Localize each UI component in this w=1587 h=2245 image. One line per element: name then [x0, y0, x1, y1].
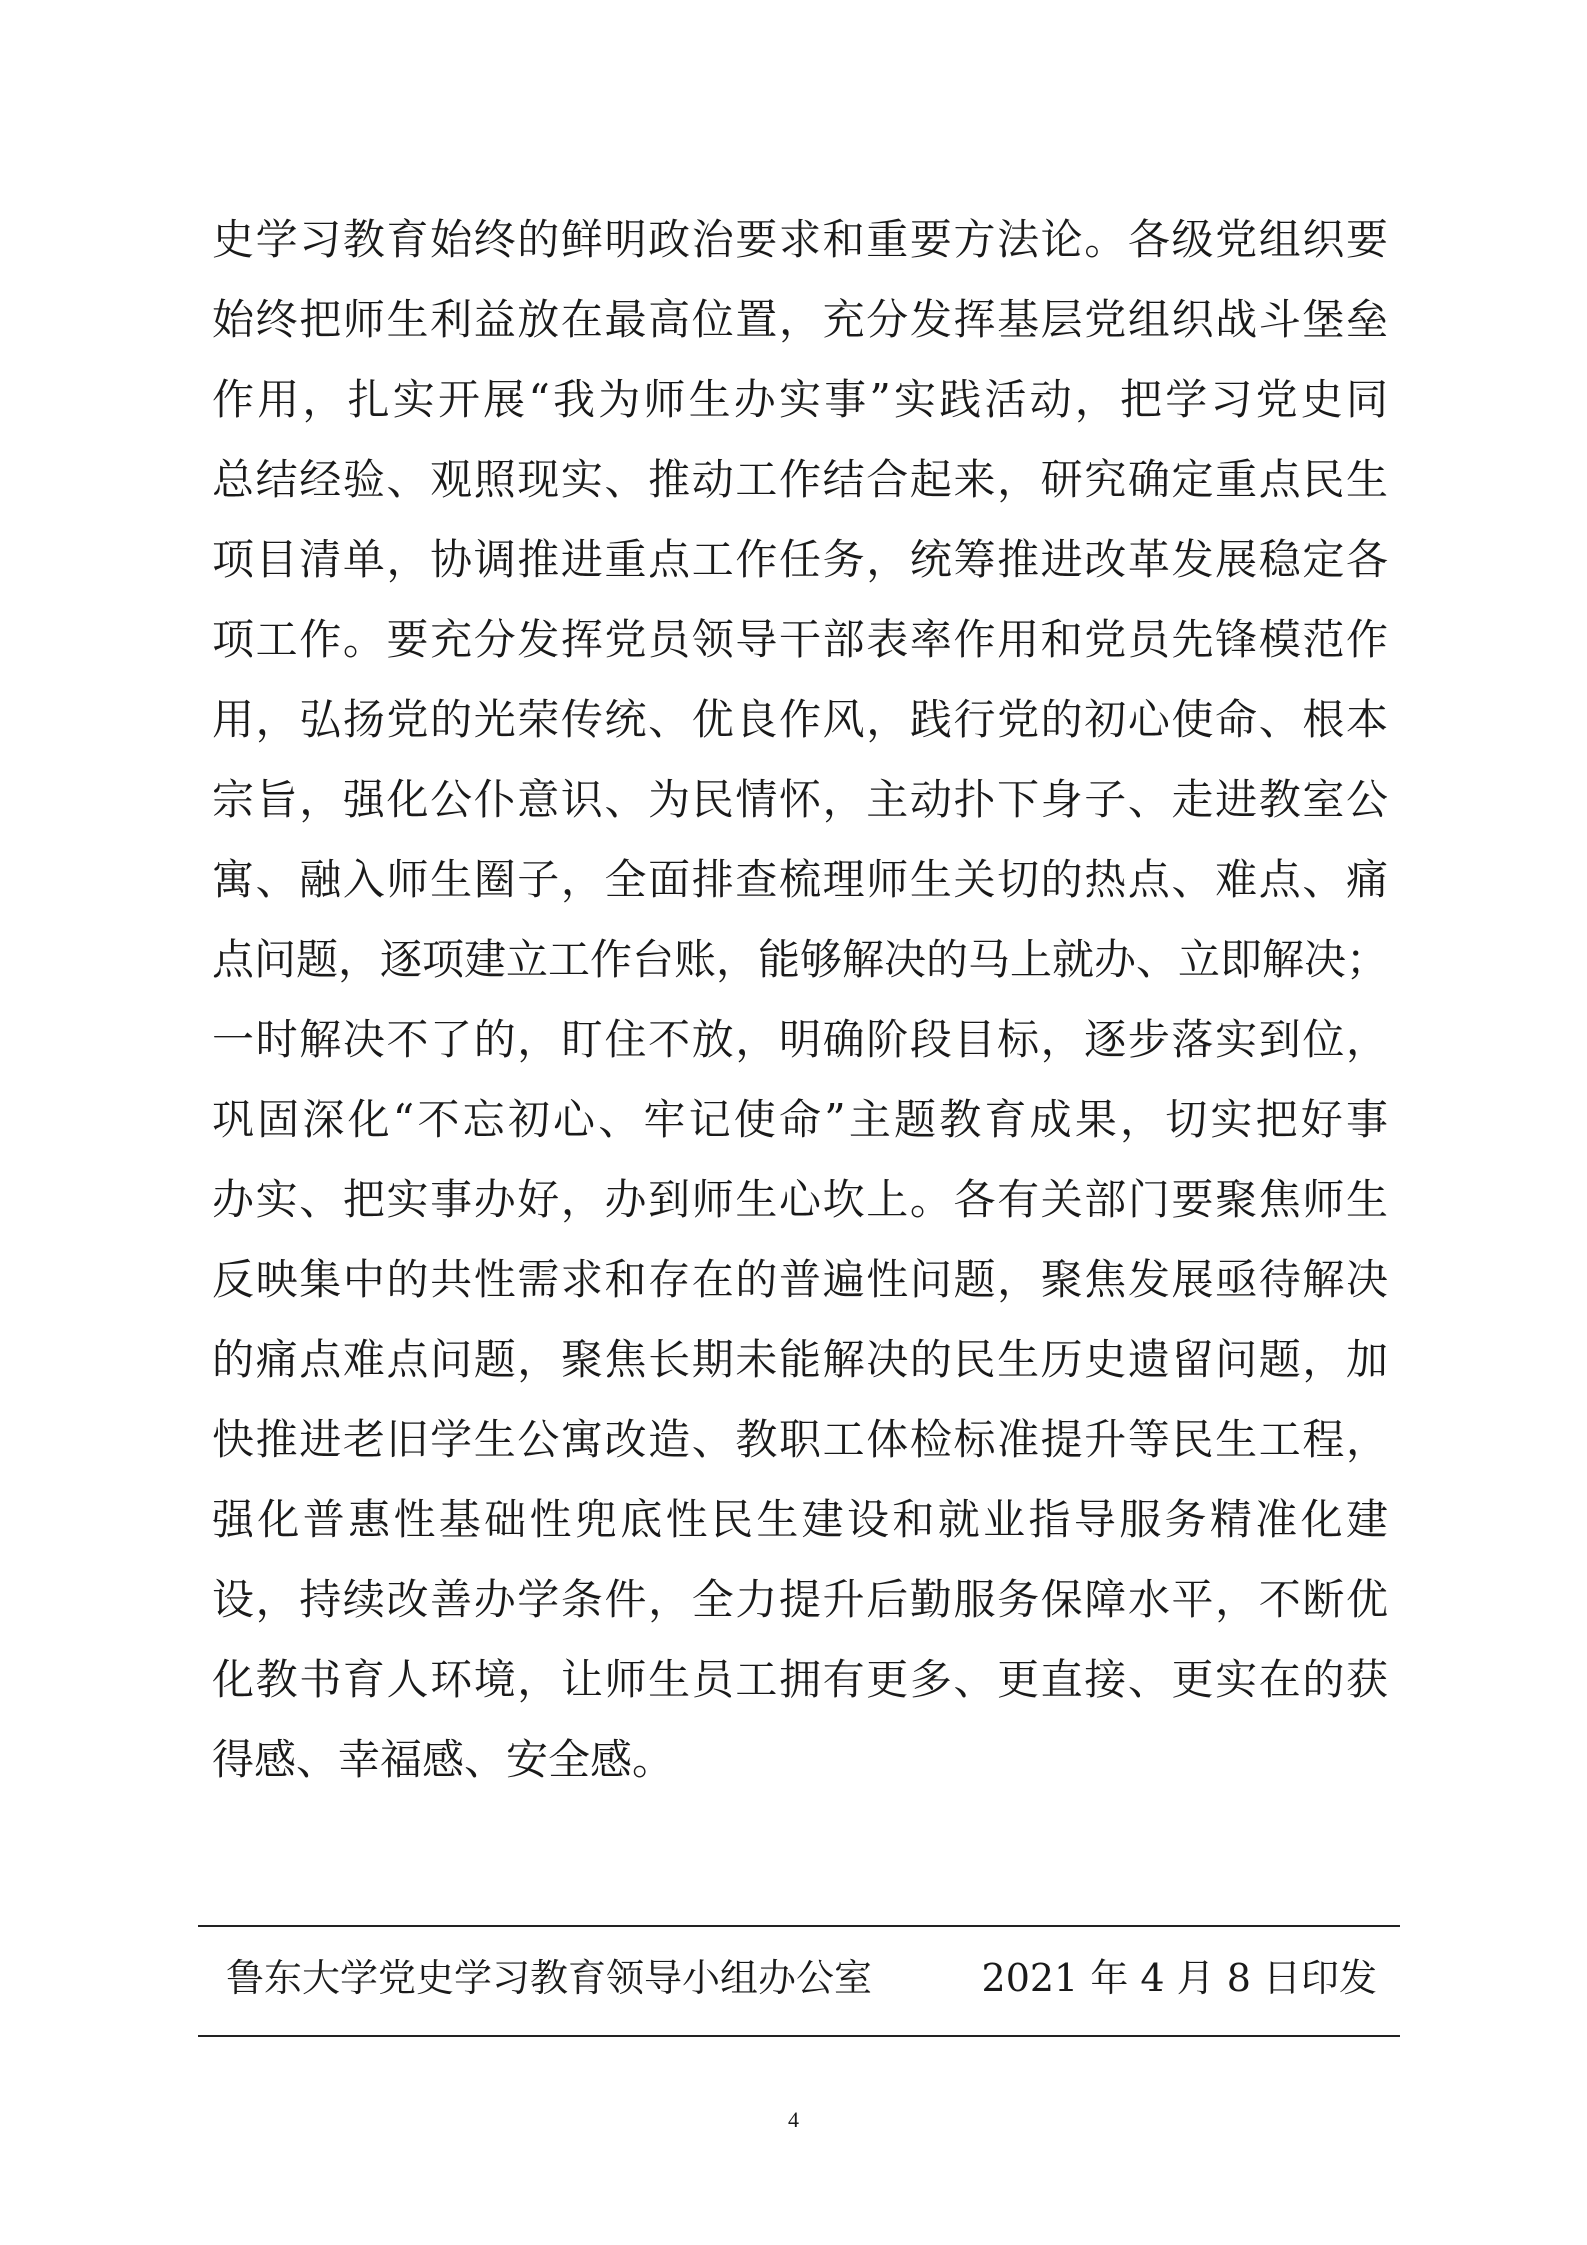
body-paragraph [212, 200, 1388, 1800]
body-line: 宗旨，强化公仆意识、为民情怀，主动扑下身子、走进教室公 [212, 775, 1388, 824]
body-line: 反映集中的共性需求和存在的普遍性问题，聚焦发展亟待解决 [212, 1255, 1388, 1304]
body-line: 快推进老旧学生公寓改造、教职工体检标准提升等民生工程， [212, 1415, 1388, 1464]
body-line: 寓、融入师生圈子，全面排查梳理师生关切的热点、难点、痛 [212, 855, 1388, 904]
body-line: 点问题，逐项建立工作台账，能够解决的马上就办、立即解决； [212, 935, 1389, 984]
body-line: 强化普惠性基础性兜底性民生建设和就业指导服务精准化建 [212, 1495, 1388, 1544]
body-line: 办实、把实事办好，办到师生心坎上。各有关部门要聚焦师生 [212, 1175, 1388, 1224]
body-line: 得感、幸福感、安全感。 [212, 1735, 675, 1784]
body-line: 设，持续改善办学条件，全力提升后勤服务保障水平，不断优 [212, 1575, 1388, 1624]
issuing-organization: 鲁东大学党史学习教育领导小组办公室 [226, 1956, 873, 2000]
body-line: 项工作。要充分发挥党员领导干部表率作用和党员先锋模范作 [212, 615, 1388, 664]
body-line: 总结经验、观照现实、推动工作结合起来，研究确定重点民生 [212, 455, 1388, 504]
body-line: 作用，扎实开展“我为师生办实事”实践活动，把学习党史同 [212, 375, 1388, 424]
footer-bottom-rule [198, 2035, 1400, 2037]
body-line: 一时解决不了的，盯住不放，明确阶段目标，逐步落实到位， [212, 1015, 1388, 1064]
body-line: 巩固深化“不忘初心、牢记使命”主题教育成果，切实把好事 [212, 1095, 1388, 1144]
body-line: 的痛点难点问题，聚焦长期未能解决的民生历史遗留问题，加 [212, 1335, 1388, 1384]
body-line: 项目清单，协调推进重点工作任务，统筹推进改革发展稳定各 [212, 535, 1388, 584]
body-line: 史学习教育始终的鲜明政治要求和重要方法论。各级党组织要 [212, 215, 1388, 264]
issue-date: 2021 年 4 月 8 日印发 [981, 1956, 1377, 2000]
body-line: 用，弘扬党的光荣传统、优良作风，践行党的初心使命、根本 [212, 695, 1388, 744]
footer-top-rule [198, 1925, 1400, 1927]
body-line: 始终把师生利益放在最高位置，充分发挥基层党组织战斗堡垒 [212, 295, 1388, 344]
page-number: 4 [788, 2107, 799, 2132]
body-line: 化教书育人环境，让师生员工拥有更多、更直接、更实在的获 [212, 1655, 1388, 1704]
